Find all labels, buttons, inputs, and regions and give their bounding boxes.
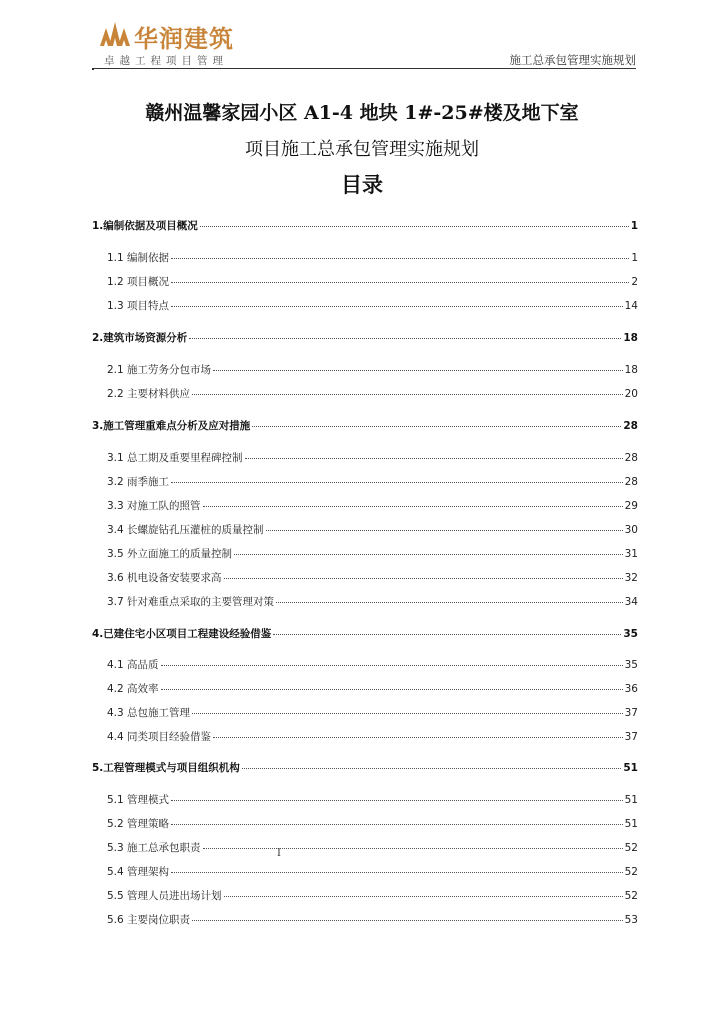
toc-leader-dots [161, 665, 623, 666]
logo-name: 华润建筑 [134, 25, 234, 53]
toc-section-entry[interactable] [107, 274, 638, 289]
toc-entry-title: 3.3 对施工队的照管 [107, 500, 201, 512]
page-number: I [277, 848, 281, 859]
toc-entry-page: 37 [624, 731, 638, 743]
toc-entry-page: 1 [631, 252, 638, 264]
toc-section-entry[interactable] [107, 450, 638, 465]
toc-entry-page: 51 [623, 762, 638, 774]
toc-leader-dots [171, 872, 623, 873]
toc-section-entry[interactable] [107, 729, 638, 744]
toc-entry-page: 35 [624, 659, 638, 671]
toc-entry-page: 52 [624, 890, 638, 902]
toc-entry-title: 5.3 施工总承包职责 [107, 842, 201, 854]
toc-entry-page: 1 [630, 220, 638, 232]
toc-entry-page: 36 [624, 683, 638, 695]
toc-chapter-entry[interactable] [92, 418, 638, 433]
toc-entry-page: 18 [623, 332, 638, 344]
toc-section-entry[interactable] [107, 250, 638, 265]
toc-leader-dots [189, 338, 621, 339]
toc-section-entry[interactable] [107, 362, 638, 377]
toc-leader-dots [273, 634, 621, 635]
toc-entry-page: 29 [624, 500, 638, 512]
toc-leader-dots [171, 258, 629, 259]
toc-section-entry[interactable] [107, 681, 638, 696]
toc-leader-dots [276, 602, 623, 603]
toc-leader-dots [192, 713, 623, 714]
toc-leader-dots [203, 848, 623, 849]
toc-entry-page: 2 [631, 276, 638, 288]
toc-entry-page: 35 [623, 628, 638, 640]
toc-entry-title: 4.2 高效率 [107, 683, 159, 695]
toc-entry-page: 14 [624, 300, 638, 312]
toc-section-entry[interactable] [107, 705, 638, 720]
toc-entry-page: 28 [624, 476, 638, 488]
toc-entry-title: 5.2 管理策略 [107, 818, 170, 830]
toc-entry-page: 31 [624, 548, 638, 560]
toc-section-entry[interactable] [107, 912, 638, 927]
toc-entry-title: 5.1 管理模式 [107, 794, 170, 806]
toc-section-entry[interactable] [107, 474, 638, 489]
toc-entry-title: 3.7 针对难重点采取的主要管理对策 [107, 596, 275, 608]
toc-leader-dots [192, 920, 623, 921]
toc-entry-title: 3.5 外立面施工的质量控制 [107, 548, 233, 560]
toc-entry-title: 3.1 总工期及重要里程碑控制 [107, 452, 243, 464]
toc-section-entry[interactable] [107, 657, 638, 672]
toc-leader-dots [266, 530, 623, 531]
toc-entry-page: 20 [624, 388, 638, 400]
toc-leader-dots [171, 482, 623, 483]
toc-entry-title: 4.3 总包施工管理 [107, 707, 191, 719]
toc-entry-title: 2.2 主要材料供应 [107, 388, 191, 400]
toc-leader-dots [245, 458, 623, 459]
toc-entry-page: 51 [624, 794, 638, 806]
toc-entry-title: 3.施工管理重难点分析及应对措施 [92, 420, 251, 432]
toc-section-entry[interactable] [107, 570, 638, 585]
header-doc-title: 施工总承包管理实施规划 [509, 53, 636, 67]
toc-leader-dots [224, 896, 623, 897]
toc-entry-title: 3.2 雨季施工 [107, 476, 170, 488]
toc-section-entry[interactable] [107, 298, 638, 313]
toc-chapter-entry[interactable] [92, 330, 638, 345]
toc-entry-title: 1.2 项目概况 [107, 276, 170, 288]
toc-leader-dots [161, 689, 623, 690]
toc-section-entry[interactable] [107, 840, 638, 855]
toc-chapter-entry[interactable] [92, 218, 638, 233]
toc-leader-dots [171, 282, 629, 283]
toc-entry-page: 30 [624, 524, 638, 536]
toc-entry-page: 53 [624, 914, 638, 926]
toc-entry-title: 1.1 编制依据 [107, 252, 170, 264]
document-subtitle: 项目施工总承包管理实施规划 [245, 139, 479, 160]
toc-chapter-entry[interactable] [92, 760, 638, 775]
toc-entry-page: 32 [624, 572, 638, 584]
toc-heading: 目录 [341, 173, 383, 197]
toc-section-entry[interactable] [107, 546, 638, 561]
toc-entry-page: 34 [624, 596, 638, 608]
toc-leader-dots [203, 506, 623, 507]
toc-entry-page: 28 [624, 452, 638, 464]
toc-section-entry[interactable] [107, 792, 638, 807]
toc-entry-page: 37 [624, 707, 638, 719]
toc-entry-title: 3.4 长螺旋钻孔压灌桩的质量控制 [107, 524, 264, 536]
toc-entry-title: 5.4 管理架构 [107, 866, 170, 878]
toc-entry-title: 1.编制依据及项目概况 [92, 220, 198, 232]
toc-entry-title: 2.建筑市场资源分析 [92, 332, 188, 344]
toc-entry-title: 4.4 同类项目经验借鉴 [107, 731, 212, 743]
toc-leader-dots [213, 370, 623, 371]
toc-leader-dots [171, 800, 623, 801]
toc-leader-dots [213, 737, 623, 738]
toc-section-entry[interactable] [107, 888, 638, 903]
toc-leader-dots [200, 226, 629, 227]
toc-entry-page: 51 [624, 818, 638, 830]
toc-leader-dots [242, 768, 622, 769]
toc-entry-title: 2.1 施工劳务分包市场 [107, 364, 212, 376]
toc-entry-page: 28 [623, 420, 638, 432]
logo-slogan: 卓越工程项目管理 [104, 55, 228, 67]
toc-section-entry[interactable] [107, 522, 638, 537]
toc-leader-dots [171, 824, 623, 825]
toc-section-entry[interactable] [107, 386, 638, 401]
toc-entry-title: 4.已建住宅小区项目工程建设经验借鉴 [92, 628, 272, 640]
toc-entry-title: 3.6 机电设备安装要求高 [107, 572, 222, 584]
toc-chapter-entry[interactable] [92, 626, 638, 641]
toc-leader-dots [252, 426, 621, 427]
toc-leader-dots [192, 394, 623, 395]
toc-entry-title: 4.1 高品质 [107, 659, 159, 671]
toc-entry-page: 18 [624, 364, 638, 376]
toc-section-entry[interactable] [107, 498, 638, 513]
toc-section-entry[interactable] [107, 594, 638, 609]
toc-entry-title: 5.5 管理人员进出场计划 [107, 890, 222, 902]
toc-entry-title: 1.3 项目特点 [107, 300, 170, 312]
toc-leader-dots [171, 306, 623, 307]
toc-section-entry[interactable] [107, 864, 638, 879]
toc-entry-title: 5.6 主要岗位职责 [107, 914, 191, 926]
document-title: 赣州温馨家园小区 A1-4 地块 1#-25#楼及地下室 [145, 102, 579, 124]
toc-leader-dots [224, 578, 623, 579]
toc-section-entry[interactable] [107, 816, 638, 831]
toc-entry-page: 52 [624, 866, 638, 878]
toc-entry-page: 52 [624, 842, 638, 854]
toc-entry-title: 5.工程管理模式与项目组织机构 [92, 762, 240, 774]
toc-leader-dots [234, 554, 623, 555]
